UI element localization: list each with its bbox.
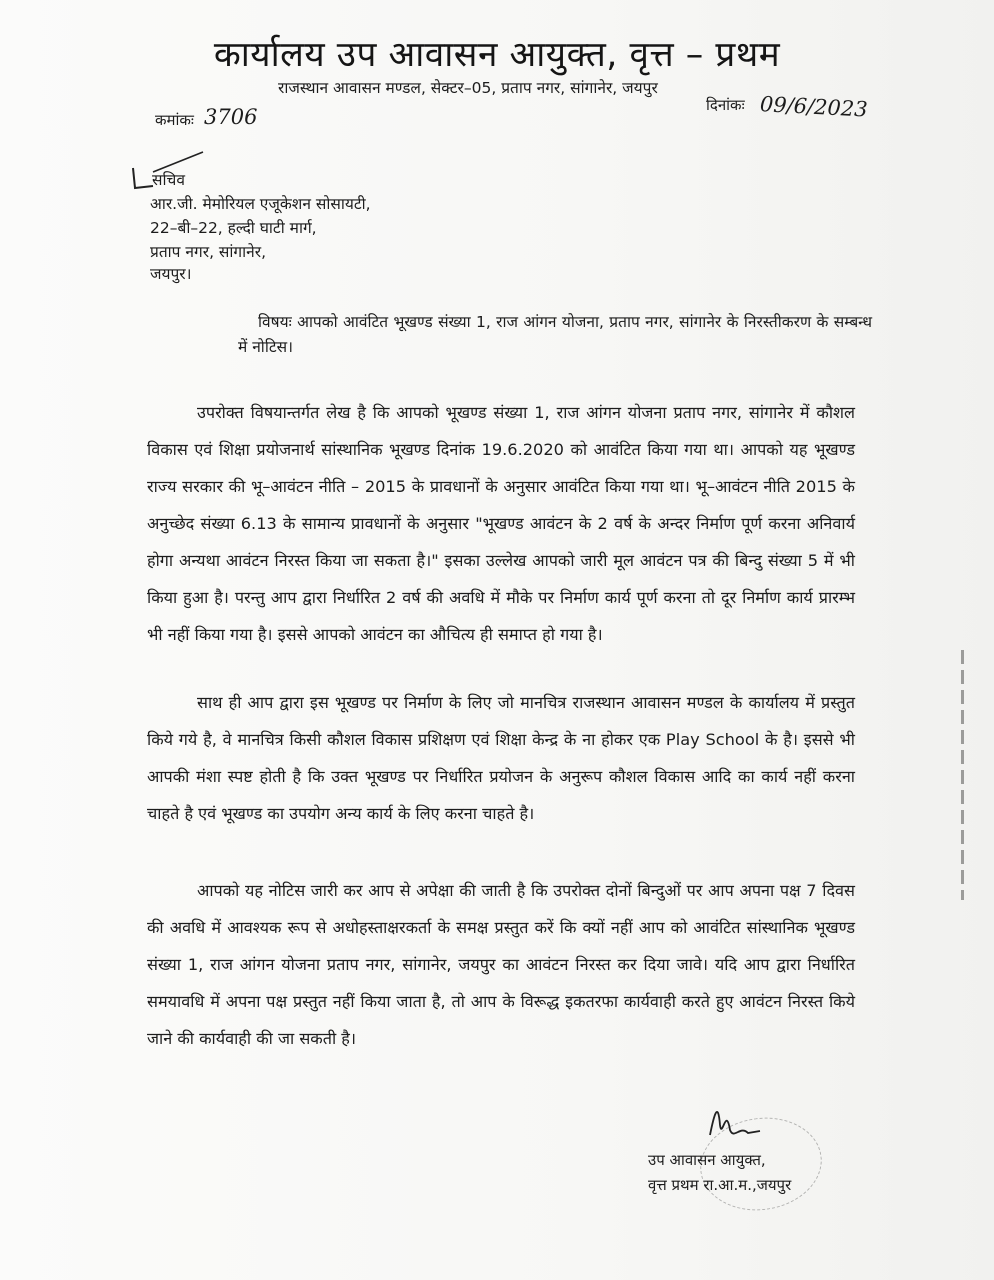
recipient-line: जयपुर। bbox=[150, 265, 192, 283]
page-edge-mark bbox=[961, 650, 964, 900]
signatory-designation: उप आवासन आयुक्त, bbox=[648, 1151, 766, 1169]
signatory-office: वृत्त प्रथम रा.आ.म.,जयपुर bbox=[648, 1176, 792, 1194]
recipient-designation: सचिव bbox=[152, 171, 185, 189]
reference-number-label: कमांकः bbox=[155, 111, 194, 129]
recipient-line: आर.जी. मेमोरियल एजूकेशन सोसायटी, bbox=[150, 195, 371, 213]
body-paragraph: साथ ही आप द्वारा इस भूखण्ड पर निर्माण के लिए जो मानचित्र राजस्थान आवासन मण्डल के कार्यालय में प्रस्तुत किये गये है, वे मानचित्र किसी कौशल विकास प्रशिक्षण एवं शिक्षा केन्द्र के ना होकर एक Play School के है। इससे भी आपकी मंशा स्पष्ट होती है कि उक्त भूखण्ड पर निर्धारित प्रयोजन के अनुरूप कौशल विकास आदि का कार्य नहीं करना चाहते है एवं भूखण्ड का उपयोग अन्य कार्य के लिए करना चाहते है। bbox=[147, 693, 855, 823]
subject-line: विषयः आपको आवंटित भूखण्ड संख्या 1, राज आंगन योजना, प्रताप नगर, सांगानेर के निरस्तीकरण के सम्बन्ध में नोटिस। bbox=[238, 313, 872, 356]
handwritten-signature bbox=[700, 1095, 810, 1145]
date-value: 09/6/2023 bbox=[759, 92, 869, 122]
date-label: दिनांकः bbox=[706, 96, 745, 114]
reference-number-value: 3706 bbox=[204, 105, 258, 129]
body-paragraph: आपको यह नोटिस जारी कर आप से अपेक्षा की जाती है कि उपरोक्त दोनों बिन्दुओं पर आप अपना पक्ष 7 दिवस की अवधि में आवश्यक रूप से अधोहस्ताक्षरकर्ता के समक्ष प्रस्तुत करें कि क्यों नहीं आप को आवंटित सांस्थानिक भूखण्ड संख्या 1, राज आंगन योजना प्रताप नगर, सांगानेर, जयपुर का आवंटन निरस्त कर दिया जावे। यदि आप द्वारा निर्धारित समयावधि में अपना पक्ष प्रस्तुत नहीं किया जाता है, तो आप के विरूद्ध इकतरफा कार्यवाही करते हुए आवंटन निरस्त किये जाने की कार्यवाही की जा सकती है। bbox=[147, 881, 855, 1048]
letterhead-title: कार्यालय उप आवासन आयुक्त, वृत्त – प्रथम bbox=[213, 35, 781, 75]
recipient-line: 22–बी–22, हल्दी घाटी मार्ग, bbox=[150, 219, 317, 237]
recipient-line: प्रताप नगर, सांगानेर, bbox=[150, 243, 267, 261]
body-paragraph: उपरोक्त विषयान्तर्गत लेख है कि आपको भूखण्ड संख्या 1, राज आंगन योजना प्रताप नगर, सांगानेर में कौशल विकास एवं शिक्षा प्रयोजनार्थ सांस्थानिक भूखण्ड दिनांक 19.6.2020 को आवंटित किया गया था। आपको यह भूखण्ड राज्य सरकार की भू–आवंटन नीति – 2015 के प्रावधानों के अनुसार आवंटित किया गया था। भू–आवंटन नीति 2015 के अनुच्छेद संख्या 6.13 के सामान्य प्रावधानों के अनुसार "भूखण्ड आवंटन के 2 वर्ष के अन्दर निर्माण पूर्ण करना अनिवार्य होगा अन्यथा आवंटन निरस्त किया जा सकता है।" इसका उल्लेख आपको जारी मूल आवंटन पत्र की बिन्दु संख्या 5 में भी किया हुआ है। परन्तु आप द्वारा निर्धारित 2 वर्ष की अवधि में मौके पर निर्माण कार्य पूर्ण करना तो दूर निर्माण कार्य प्रारम्भ भी नहीं किया गया है। इससे आपको आवंटन का औचित्य ही समाप्त हो गया है। bbox=[147, 403, 855, 644]
letterhead-address: राजस्थान आवासन मण्डल, सेक्टर–05, प्रताप नगर, सांगानेर, जयपुर bbox=[278, 79, 658, 97]
